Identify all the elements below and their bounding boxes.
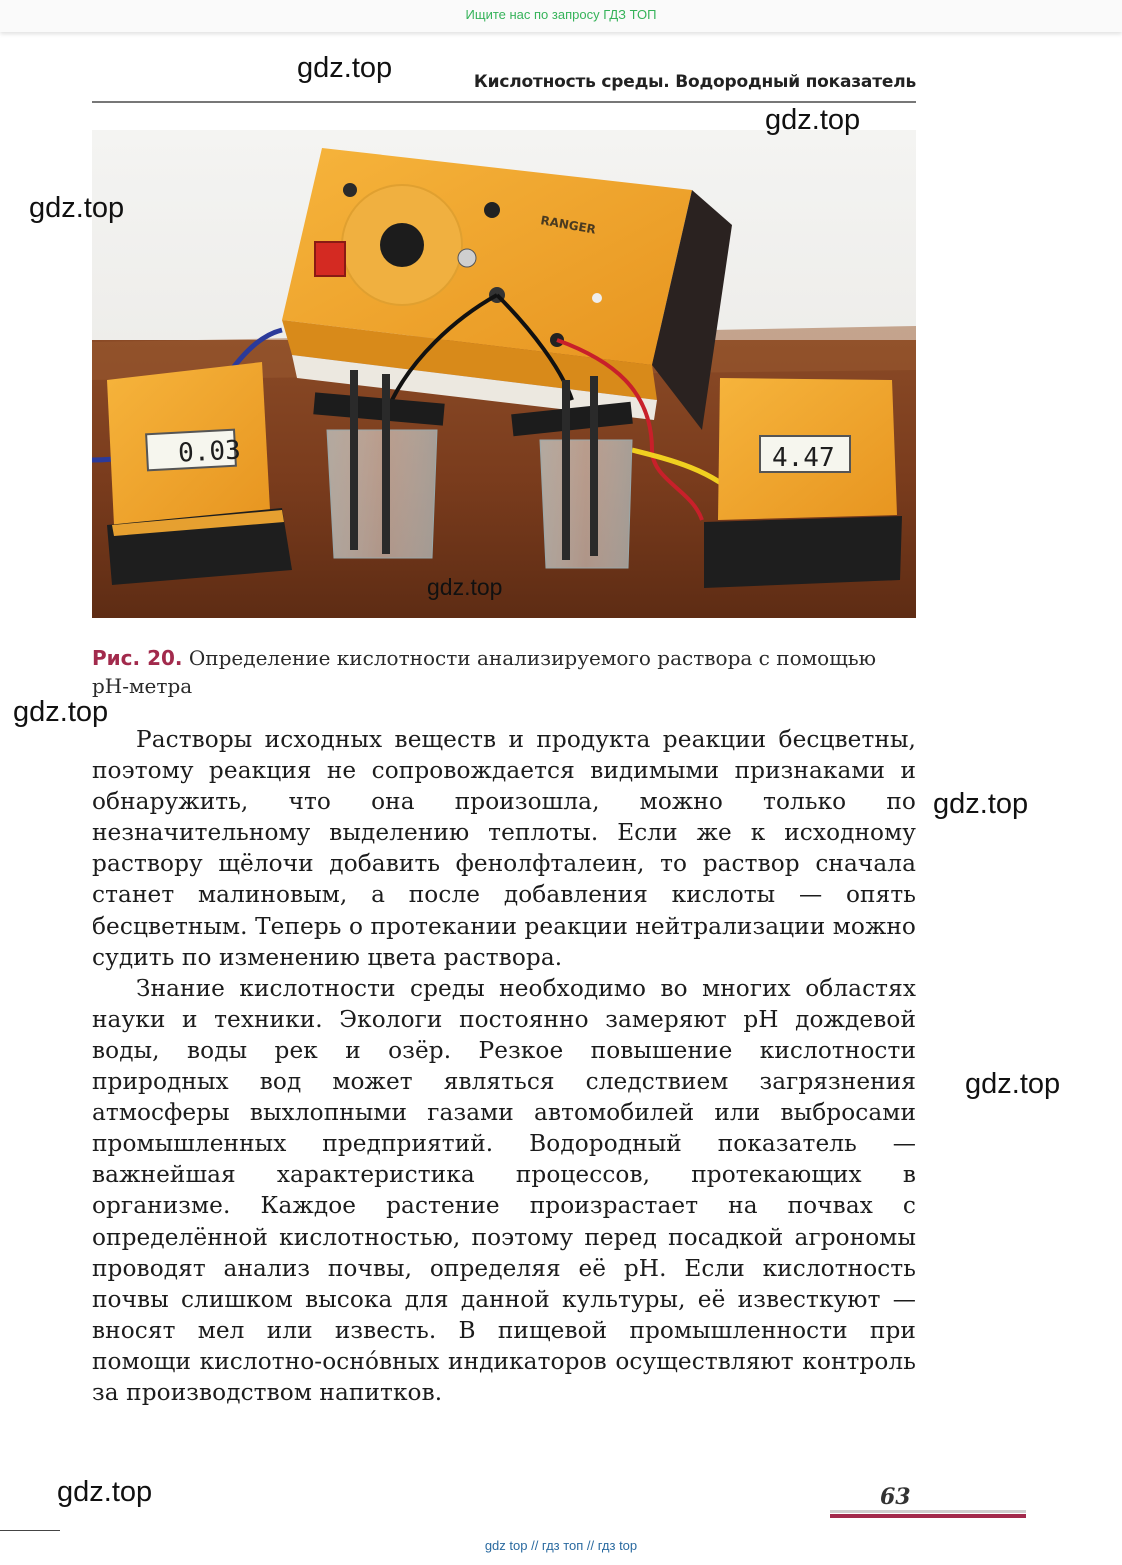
figure-label: Рис. 20. [92, 646, 183, 670]
top-banner-text: Ищите нас по запросу ГДЗ ТОП [465, 7, 657, 22]
device-brand-label: RANGER [539, 213, 597, 237]
body-text [92, 724, 916, 1408]
watermark: gdz.top [765, 104, 861, 136]
footer-rule-accent [830, 1514, 1026, 1518]
bottom-links[interactable]: gdz top // гдз топ // гдз top [484, 1538, 638, 1553]
paragraph-1: Растворы исходных веществ и продукта реакции бесцветны, поэтому реакция не сопровождается видимыми признаками и обнаружить, что она произошла, можно только по незначительному выделению теплоты. Если же к исходному раствору щёлочи добавить фенолфталеин, то раствор сначала станет малиновым, а после добавления кислоты — опять бесцветным. Теперь о протекании реакции нейтрализации можно судить по изменению цвета раствора. [92, 726, 916, 971]
watermark: gdz.top [13, 696, 109, 728]
left-meter-reading: 0.03 [177, 435, 242, 469]
control-knob [380, 223, 424, 267]
top-banner [0, 0, 1122, 32]
figure-caption [92, 644, 916, 700]
power-switch [315, 242, 345, 276]
watermark: gdz.top [57, 1476, 153, 1508]
watermark: gdz.top [965, 1068, 1061, 1100]
watermark: gdz.top [933, 788, 1029, 820]
right-ph-meter [704, 378, 902, 588]
footer-rule-gray [830, 1510, 1026, 1513]
right-meter-reading: 4.47 [772, 443, 835, 473]
watermark: gdz.top [29, 192, 125, 224]
figure-caption-text: Определение кислотности анализируемого раствора с помощью рН-метра [92, 646, 877, 698]
page-number: 63 [880, 1484, 911, 1510]
header-divider [92, 101, 916, 103]
watermark: gdz.top [427, 574, 503, 600]
section-title: Кислотность среды. Водородный показатель [473, 72, 916, 92]
watermark: gdz.top [297, 52, 393, 84]
ph-meter-photo [92, 130, 916, 618]
left-footer-rule [0, 1530, 60, 1531]
paragraph-2: Знание кислотности среды необходимо во многих областях науки и техники. Экологи постоянно замеряют рН дождевой воды, воды рек и озёр. Резкое повышение кислотности природных вод может являться следствием загрязнения атмосферы выхлопными газами автомобилей или выбросами промышленных предприятий. Водородный показатель — важнейшая характеристика процессов, протекающих в организме. Каждое растение произрастает на почвах с определённой кислотностью, поэтому перед посадкой агрономы проводят анализ почвы, определяя её рН. Если кислотность почвы слишком высока для данной культуры, её известкуют — вносят мел или известь. В пищевой промышленности при помощи кислотно-оснóвных индикаторов осуществляют контроль за производством напитков. [92, 974, 916, 1406]
